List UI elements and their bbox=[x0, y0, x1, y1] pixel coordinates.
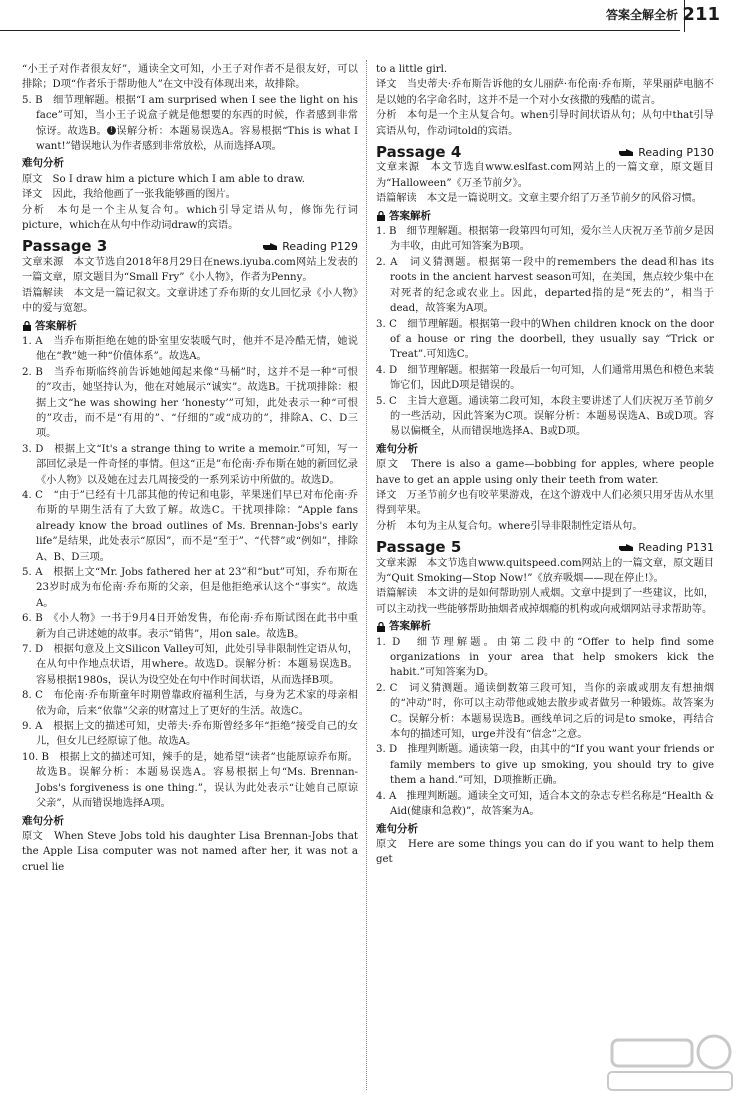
answer-analysis-title bbox=[376, 619, 714, 634]
answer-item: 8. C 布伦南·乔布斯童年时期曾靠政府福利生活，与身为艺术家的母亲相依为命，后来“依靠”父亲的财富过上了更好的生活。故选C。 bbox=[22, 690, 358, 717]
original-sentence: 原文 There is also a game—bobbing for apples, where people have to get an apple using only their teeth from water. bbox=[376, 459, 714, 486]
answer-item: 3. D 根据上文“It's a strange thing to write a memoir.”可知，写一部回忆录是一件奇怪的事情。但这“正是”布伦南·乔布斯在她的新回忆录《小人物》以及她在过去几周接受的一系列采访中所做的。故选D。 bbox=[22, 443, 358, 486]
continued-text: to a little girl. bbox=[376, 64, 448, 75]
page-header bbox=[0, 0, 750, 32]
answer-item: 3. C 细节理解题。根据第一段中的When children knock on the door of a house or ring the doorbell, they usually say “Trick or Treat”.可知选C。 bbox=[376, 318, 714, 361]
analysis: 分析 本句是一个主从复合句。when引导时间状语从句；从句中that引导宾语从句，作动词told的宾语。 bbox=[376, 110, 714, 137]
answer-item: 5. A 根据上文“Mr. Jobs fathered her at 23”和“but”可知，乔布斯在23岁时成为布伦南·乔布斯的父亲，但是他拒绝承认这个“事实”。故选A。 bbox=[22, 567, 358, 609]
pointing-hand-icon bbox=[262, 242, 278, 252]
original-sentence: 原文 When Steve Jobs told his daughter Lisa Brennan-Jobs that the Apple Lisa computer was not named after her, it was not a cruel lie bbox=[22, 830, 358, 873]
answer-analysis-title bbox=[376, 209, 714, 224]
right-column bbox=[376, 62, 714, 868]
answer-item: 1. B 细节理解题。根据第一段第四句可知，爱尔兰人庆祝万圣节前夕是因为丰收，由此可知答案为B项。 bbox=[376, 226, 714, 253]
article-source: 文章来源 本文节选自2018年8月29日在news.iyuba.com网站上发表的一篇文章，原文题目为“Small Fry”《小人物》，作者为Penny。 bbox=[22, 256, 358, 284]
answer-item: 1. D 细节理解题。由第二段中的“Offer to help find some organizations in your area that help smokers kick the habit.”可知答案为D。 bbox=[376, 636, 714, 679]
passage-title: Passage 5 bbox=[376, 538, 462, 557]
passage-title: Passage 4 bbox=[376, 143, 462, 162]
discourse-reading: 语篇解读 本文讲的是如何帮助别人戒烟。文章中提到了一些建议，比如，可以主动找一些能够帮助抽烟者戒掉烟瘾的机构或向戒烟网站寻求帮助等。 bbox=[376, 588, 714, 615]
header-label: 答案全解全析 bbox=[605, 8, 678, 22]
passage-3-header bbox=[22, 239, 358, 254]
left-column bbox=[22, 62, 358, 875]
pointing-hand-icon bbox=[618, 148, 634, 158]
reading-ref bbox=[262, 239, 358, 254]
watermark-logo bbox=[604, 1032, 736, 1094]
answer-text: 5. B 细节理解题。根据“I am surprised when I see the light on his face”可知，当小王子说盒子就是他想要的东西的时候，作者感到非常惊讶。故选B。 bbox=[22, 94, 358, 137]
passage-5-header bbox=[376, 540, 714, 555]
header-rule bbox=[0, 30, 680, 31]
answer-title-text: 答案解析 bbox=[389, 620, 431, 633]
column-divider bbox=[366, 60, 367, 1090]
difficult-sentence-title: 难句分析 bbox=[22, 814, 64, 827]
answer-item: 3. D 推理判断题。通读第一段，由其中的“If you want your friends or family members to give up smoking, you should try to give them a hand.”可知，D项推断正确。 bbox=[376, 744, 714, 787]
discourse-reading: 语篇解读 本文是一篇说明文。文章主要介绍了万圣节前夕的风俗习惯。 bbox=[376, 193, 702, 205]
original-sentence: 原文 Here are some things you can do if you want to help them get bbox=[376, 838, 714, 866]
answer-item: 2. B 当乔布斯临终前告诉她她闻起来像“马桶”时，这并不是一种“可恨的”攻击，她坚持认为，他在对她展示“诚实”。故选B。干扰项排除：根据上文“he was showing her ‘honesty’”可知，此处表示一种“可恨的”攻击，而不是“有用的”、“仔细的”或“成功的”，排除A、C、D三项。 bbox=[22, 366, 358, 440]
passage-4-header bbox=[376, 145, 714, 160]
reading-ref-text: Reading P129 bbox=[282, 240, 358, 254]
difficult-sentence-title: 难句分析 bbox=[376, 822, 418, 835]
difficult-sentence-title: 难句分析 bbox=[22, 157, 64, 170]
translation: 译文 万圣节前夕也有咬苹果游戏，在这个游戏中人们必须只用牙齿从水里得到苹果。 bbox=[376, 489, 714, 517]
reading-ref-text: Reading P131 bbox=[638, 541, 714, 555]
answer-item: 1. A 当乔布斯拒绝在她的卧室里安装暖气时，他并不是冷酷无情，她说他在“教”她一种“价值体系”。故选A。 bbox=[22, 335, 358, 363]
article-source: 文章来源 本文节选自www.quitspeed.com网站上的一篇文章，原文题目为“Quit Smoking—Stop Now!”《放弃吸烟——现在停止!》。 bbox=[376, 557, 714, 584]
difficult-sentence-title: 难句分析 bbox=[376, 442, 418, 455]
answer-item bbox=[22, 93, 358, 155]
answer-item: 10. B 根据上文的描述可知，辣手的是，她希望“读者”也能原谅乔布斯。故选B。误解分析：本题易误选A。容易根据上句“Ms. Brennan-Jobs's forgiveness is one thing.”，误认为此处表示“让她自己原谅父亲”，从而错误地选择A项。 bbox=[22, 751, 358, 810]
answer-item: 2. A 词义猜测题。根据第一段中的remembers the dead和has its roots in the ancient harvest season可知，在美国，焦点较少集中在对死者的纪念或农业上。因此，departed指的是“死去的”，相当于dead，故答案为A项。 bbox=[376, 256, 714, 315]
answer-item: 7. D 根据句意及上文Silicon Valley可知，此处引导非限制性定语从句，在从句中作地点状语，用where。故选D。误解分析：本题易误选B。容易根据1980s，误认为设空处在句中作时间状语，从而选择B项。 bbox=[22, 644, 358, 686]
reading-ref bbox=[618, 145, 714, 160]
translation: 译文 当史蒂夫·乔布斯告诉他的女儿丽萨·布伦南·乔布斯，苹果丽萨电脑不是以她的名字命名时，这并不是一个对小女孩撒的残酷的谎言。 bbox=[376, 79, 714, 106]
answer-item: 4. A 推理判断题。通读全文可知，适合本文的杂志专栏名称是“Health & Aid(健康和急救)”，故答案为A。 bbox=[376, 790, 714, 818]
answer-title-text: 答案解析 bbox=[389, 209, 431, 222]
lock-icon bbox=[22, 321, 32, 331]
discourse-reading: 语篇解读 本文是一篇记叙文。文章讲述了乔布斯的女儿回忆录《小人物》中的爱与宽恕。 bbox=[22, 287, 358, 315]
reading-ref bbox=[618, 540, 714, 555]
article-source: 文章来源 本文节选自www.eslfast.com网站上的一篇文章，原文题目为“Halloween”《万圣节前夕》。 bbox=[376, 162, 714, 189]
original-sentence: 原文 So I draw him a picture which I am able to draw. bbox=[22, 173, 305, 185]
continued-text: “小王子对作者很友好”，通读全文可知，小王子对作者不是很友好，可以排除；D项“作者乐于帮助他人”在文中没有体现出来，故排除。 bbox=[22, 64, 358, 91]
passage-title: Passage 3 bbox=[22, 237, 108, 256]
lock-icon bbox=[376, 622, 386, 632]
lock-icon bbox=[376, 211, 386, 221]
pointing-hand-icon bbox=[618, 543, 634, 553]
translation: 译文 因此，我给他画了一张我能够画的图片。 bbox=[22, 189, 236, 201]
page-number: 211 bbox=[682, 4, 720, 25]
warning-icon: ! bbox=[107, 126, 116, 135]
answer-analysis-title bbox=[22, 319, 358, 334]
analysis: 分析 本句为主从复合句。where引导非限制性定语从句。 bbox=[376, 520, 643, 532]
answer-item: 9. A 根据上文的描述可知，史蒂夫·乔布斯曾经多年“拒绝”接受自己的女儿，但女儿已经原谅了他。故选A。 bbox=[22, 721, 358, 748]
analysis: 分析 本句是一个主从复合句。which引导定语从句，修饰先行词picture，which在从句中作动词draw的宾语。 bbox=[22, 204, 358, 232]
answer-item: 5. C 主旨大意题。通读第二段可知，本段主要讲述了人们庆祝万圣节前夕的一些活动，因此答案为C项。误解分析：本题易误选A、B或D项。容易以偏概全，从而错误地选择A、B或D项。 bbox=[376, 395, 714, 438]
answer-title-text: 答案解析 bbox=[35, 319, 77, 332]
reading-ref-text: Reading P130 bbox=[638, 146, 714, 160]
answer-item: 2. C 词义猜测题。通读倒数第三段可知，当你的亲戚或朋友有想抽烟的“冲动”时，你可以主动带他或她去散步或者做另一种锻炼。故答案为C。误解分析：本题易误选B。画线单词之后的词是to smoke，再结合本句的描述可知，urge并没有“信念”之意。 bbox=[376, 682, 714, 741]
answer-item: 4. C “由于”已经有十几部其他的传记和电影，苹果迷们早已对布伦南·乔布斯的早期生活有了大致了解。故选C。干扰项排除：“Apple fans already know the broad outlines of Ms. Brennan-Jobs's early life”是结果，此处表示“原因”，而不是“至于”、“代替”或“例如”，排除A、B、D三项。 bbox=[22, 489, 358, 563]
trap-text: 误解分析：本题易误选A。容易根据“This is what I want!”错误地认为作者感到非常放松，从而选择A项。 bbox=[36, 125, 358, 153]
answer-item: 6. B 《小人物》一书于9月4日开始发售，布伦南·乔布斯试图在此书中重新为自己讲述她的故事。表示“销售”，用on sale。故选B。 bbox=[22, 613, 358, 640]
answer-item: 4. D 细节理解题。根据第一段最后一句可知，人们通常用黑色和橙色来装饰它们，因此D项是错误的。 bbox=[376, 364, 714, 392]
